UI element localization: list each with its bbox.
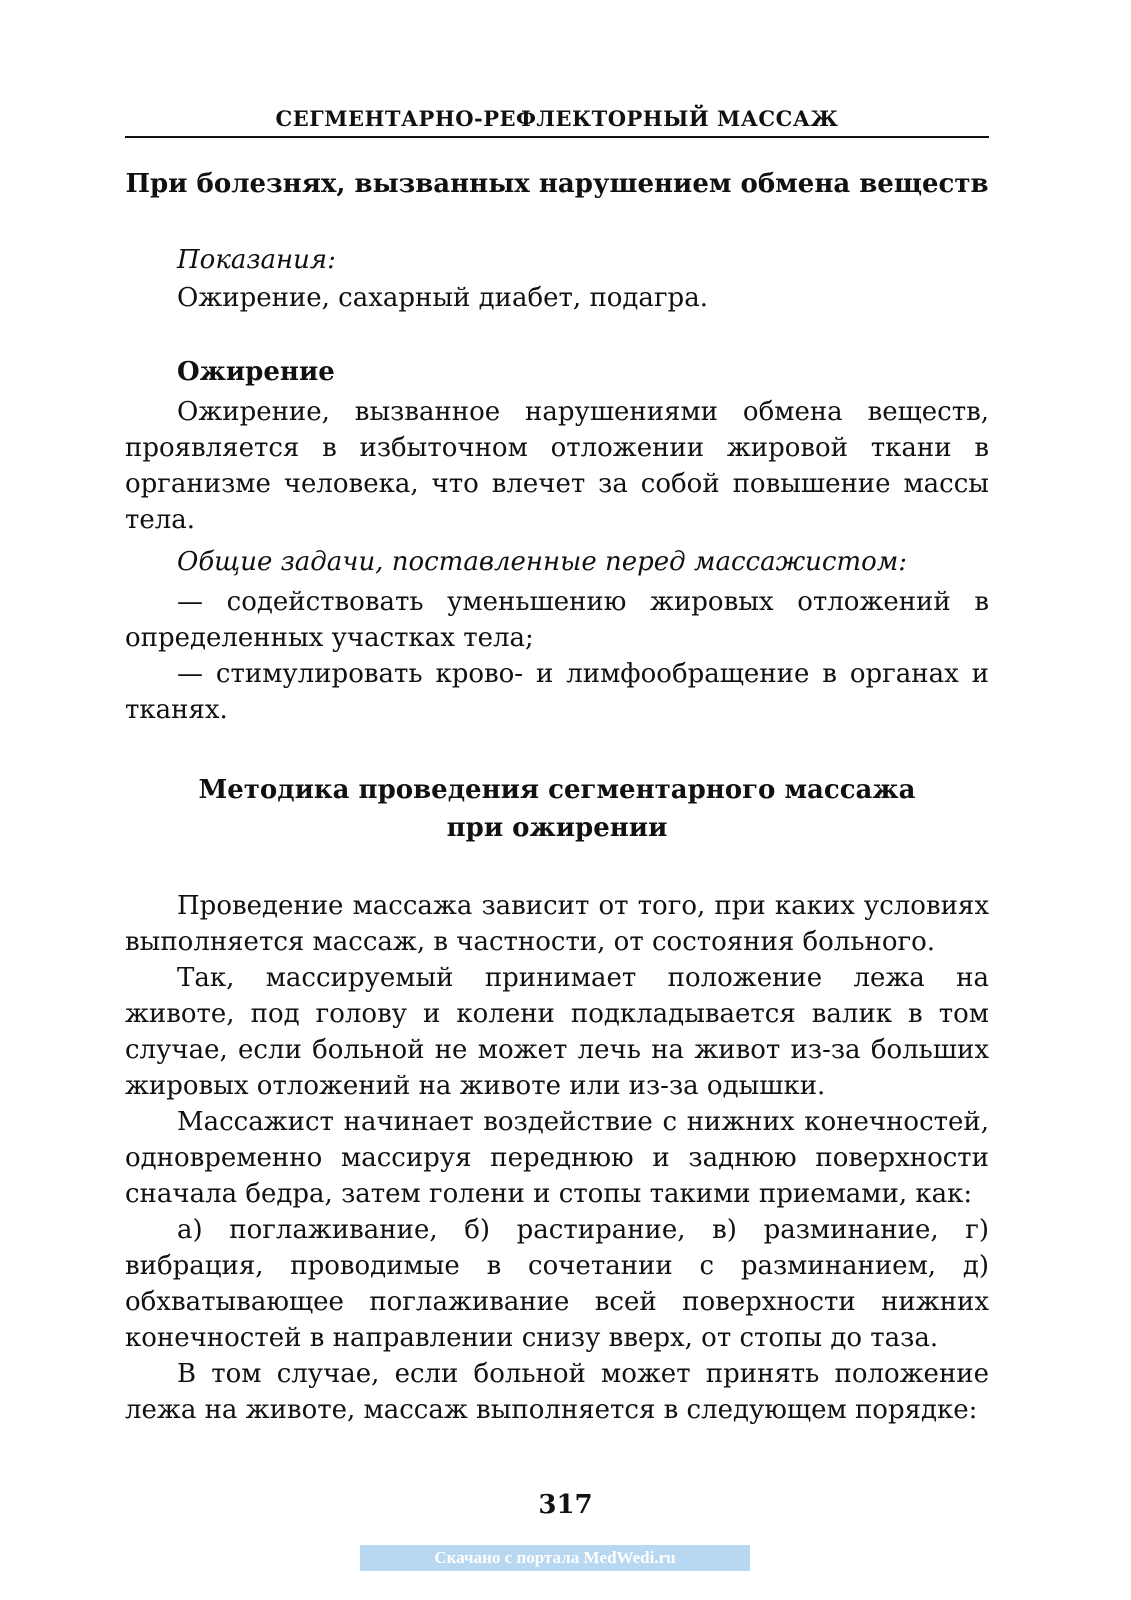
paragraph-text: Ожирение, вызванное нарушениями обмена веществ, проявляется в избыточном отложении жировой ткани в организме человека, что влечет за собой повышение массы тела. [125, 397, 989, 535]
indications-label: Показания: [177, 245, 336, 275]
paragraph-text: Так, массируемый принимает положение лежа на животе, под голову и колени подкладывается валик в том случае, если больной не может лечь на живот из-за больших жировых отложений на животе или из-за одышки. [125, 963, 989, 1101]
tasks-list [125, 584, 989, 728]
method-title-line1: Методика проведения сегментарного массажа [198, 775, 916, 805]
running-head: СЕГМЕНТАРНО-РЕФЛЕКТОРНЫЙ МАССАЖ [275, 106, 839, 131]
paragraph-text: Проведение массажа зависит от того, при каких условиях выполняется массаж, в частности, от состояния больного. [125, 891, 989, 957]
tasks-label: Общие задачи, поставленные перед массажистом: [177, 547, 908, 577]
method-title-line2: при ожирении [446, 813, 668, 843]
obesity-paragraph [125, 394, 989, 538]
section-title: При болезнях, вызванных нарушением обмена веществ [125, 169, 989, 199]
obesity-subheading: Ожирение [177, 357, 335, 387]
header-rule [125, 136, 989, 138]
paragraph-text: Массажист начинает воздействие с нижних конечностей, одновременно массируя переднюю и заднюю поверхности сначала бедра, затем голени и стопы такими приемами, как: [125, 1107, 989, 1209]
download-watermark: Скачано с портала MedWedi.ru [360, 1545, 750, 1571]
task-item: — содействовать уменьшению жировых отложений в определенных участках тела; [125, 587, 989, 653]
indications-text: Ожирение, сахарный диабет, подагра. [177, 283, 708, 313]
page-number: 317 [538, 1490, 593, 1520]
paragraph-text: В том случае, если больной может принять положение лежа на животе, массаж выполняется в следующем порядке: [125, 1359, 989, 1425]
task-item: — стимулировать крово- и лимфообращение в органах и тканях. [125, 659, 989, 725]
method-body [125, 888, 989, 1428]
paragraph-text: а) поглаживание, б) растирание, в) разминание, г) вибрация, проводимые в сочетании с разминанием, д) обхватывающее поглаживание всей поверхности нижних конечностей в направлении снизу вверх, от стопы до таза. [125, 1215, 989, 1353]
